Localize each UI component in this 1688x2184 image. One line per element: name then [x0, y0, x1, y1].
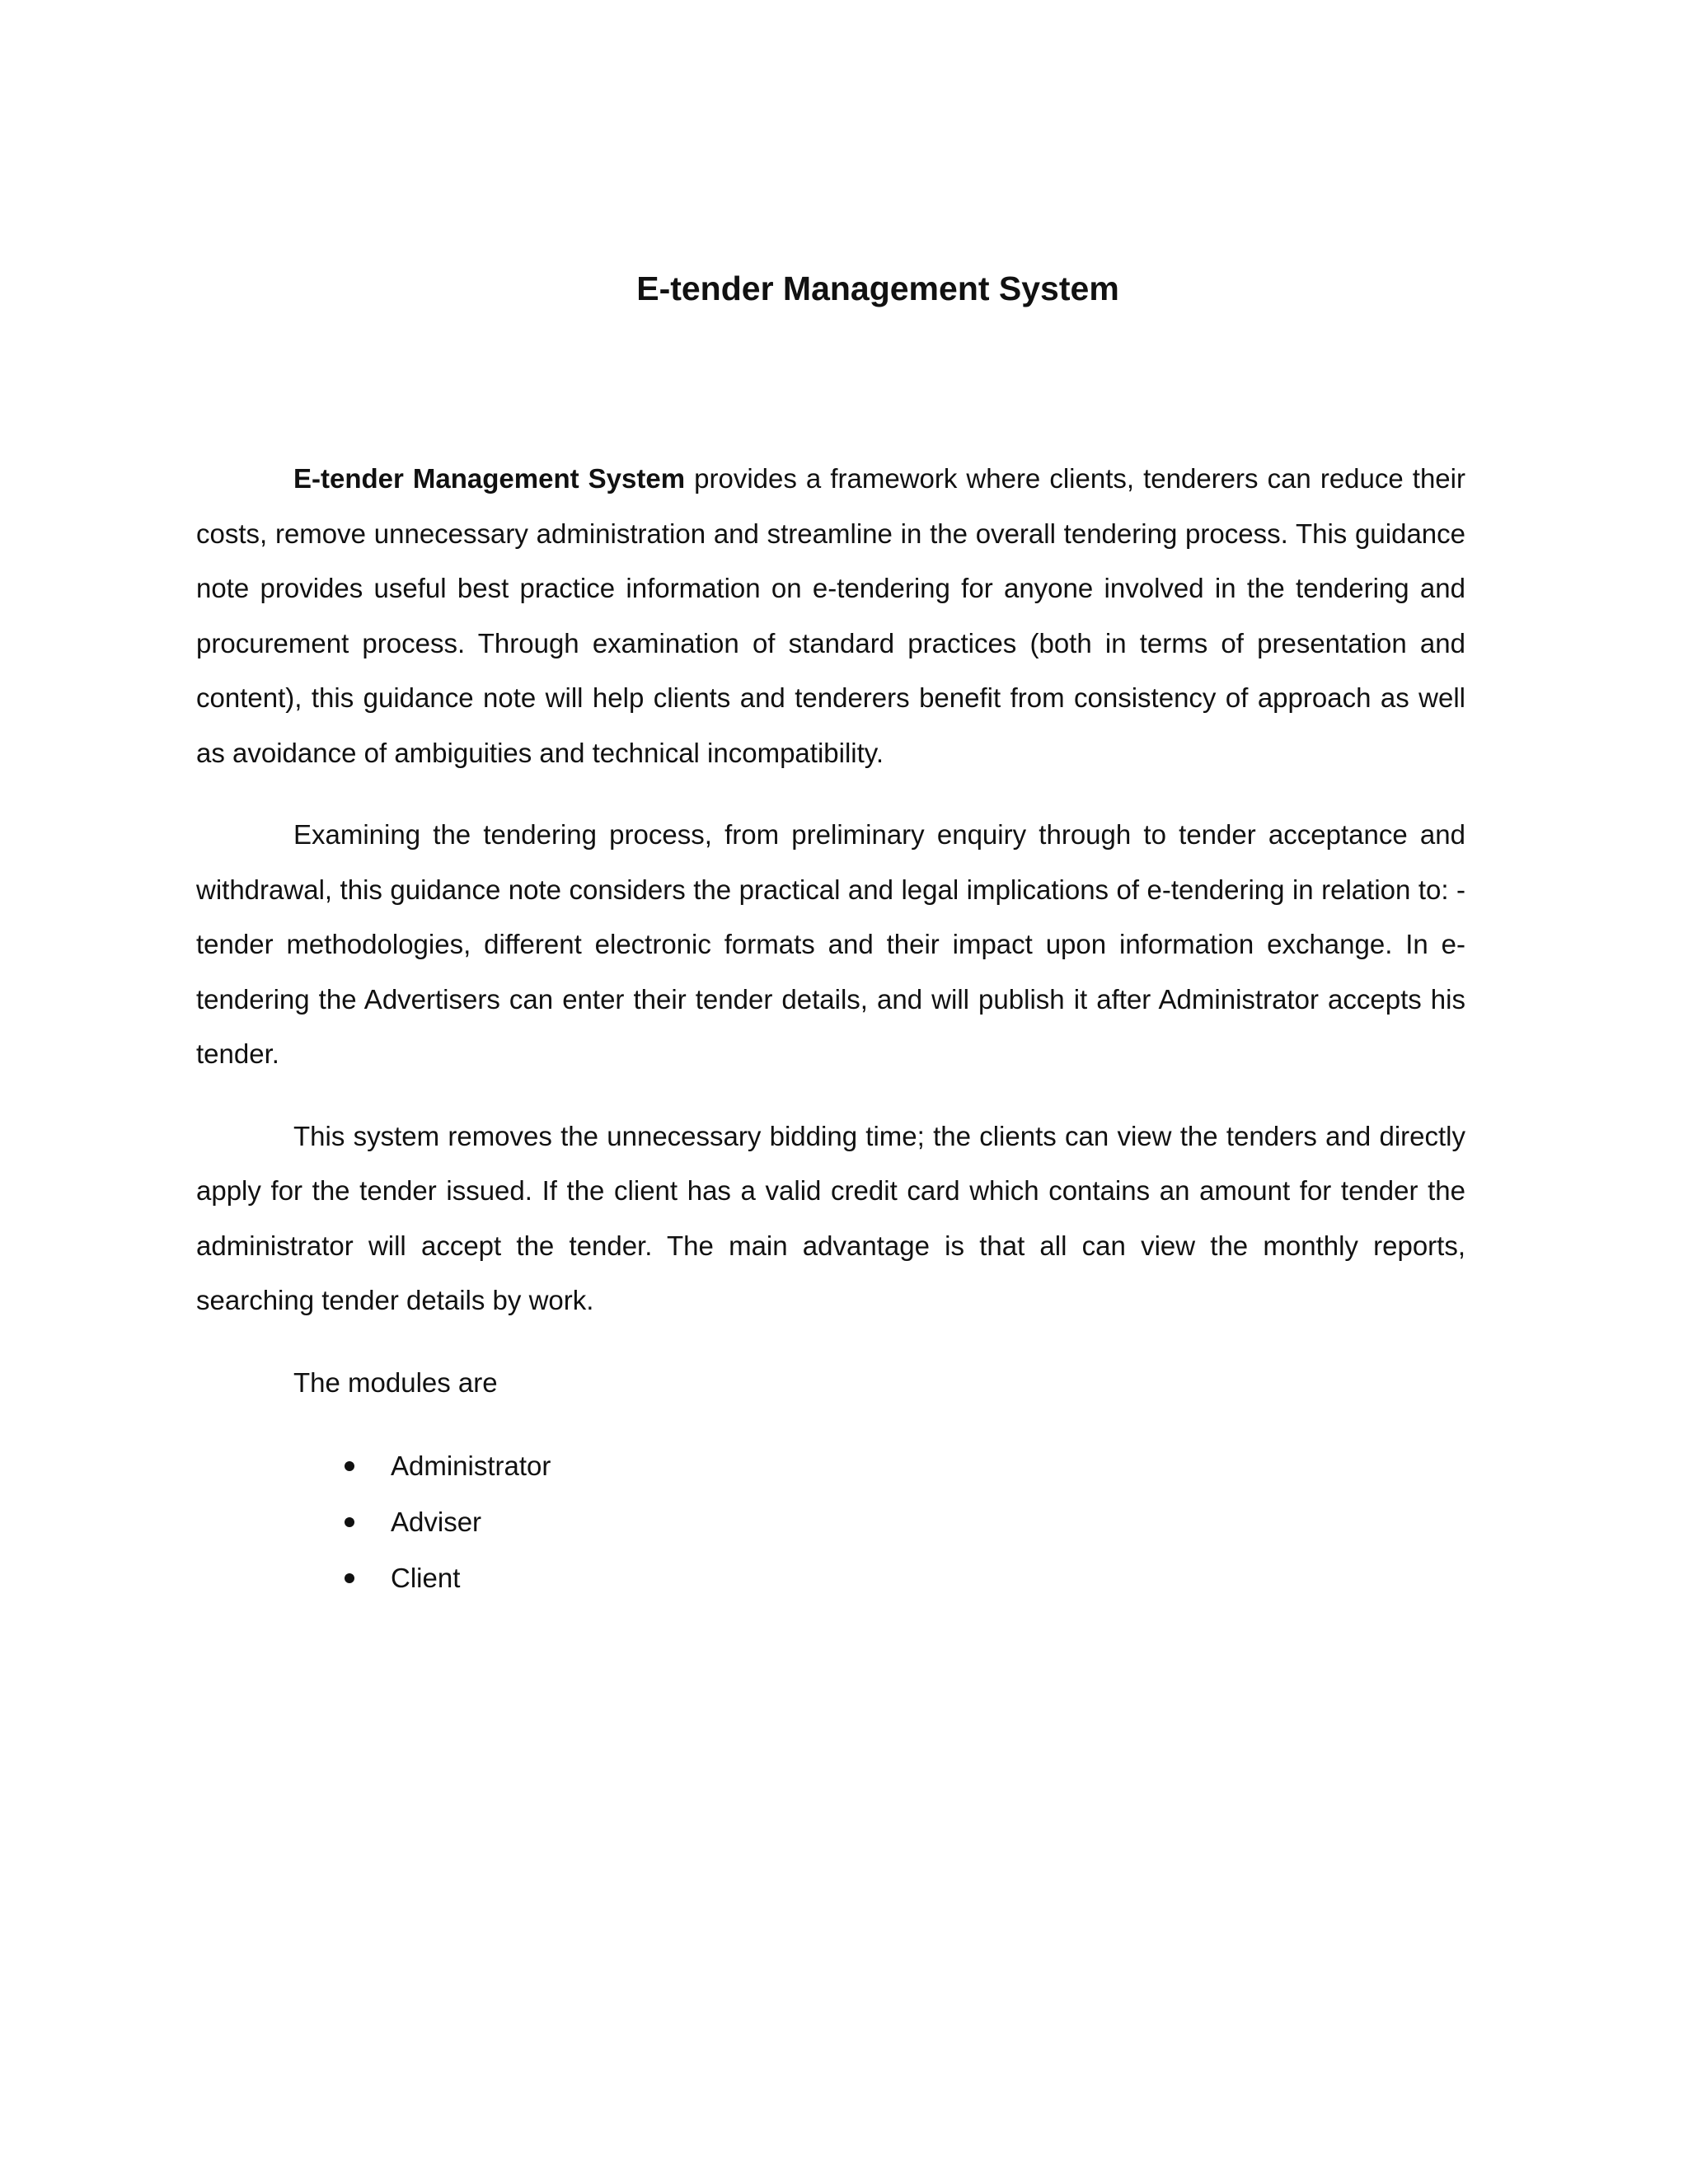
module-item-client: [338, 1550, 551, 1606]
module-item-administrator: [338, 1438, 551, 1494]
document-body: [196, 452, 1465, 1410]
bullet-icon: [345, 1517, 354, 1527]
bullet-icon: [345, 1573, 354, 1583]
paragraph-intro-bold-lead: E-tender Management System: [293, 463, 686, 494]
module-label: Administrator: [391, 1451, 551, 1481]
module-label: Client: [391, 1563, 461, 1593]
modules-intro: The modules are: [293, 1366, 498, 1398]
document-title: E-tender Management System: [636, 269, 1119, 307]
paragraph-system: This system removes the unnecessary bidding time; the clients can view the tenders and directly apply for the tender issued. If the client has a valid credit card which contains an amount for tender the administrator will accept the tender. The main advantage is that all can view the monthly reports, searching tender details by work.: [196, 1120, 1465, 1315]
modules-list: [338, 1438, 551, 1606]
module-label: Adviser: [391, 1507, 482, 1537]
bullet-icon: [345, 1461, 354, 1471]
paragraph-intro-text: provides a framework where clients, tenderers can reduce their costs, remove unnecessary administration and streamline in the overall tendering process. This guidance note provides useful best practice information on e-tendering for anyone involved in the tendering and procurement process. Through examination of standard practices (both in terms of presentation and content), this guidance note will help clients and tenderers benefit from consistency of approach as well as avoidance of ambiguities and technical incompatibility.: [196, 463, 1465, 768]
module-item-adviser: [338, 1494, 551, 1550]
paragraph-process: Examining the tendering process, from preliminary enquiry through to tender acceptance and withdrawal, this guidance note considers the practical and legal implications of e-tendering in relation to: - tender methodologies, different electronic formats and their impact upon information exchange. In e-tendering the Advertisers can enter their tender details, and will publish it after Administrator accepts his tender.: [196, 819, 1465, 1069]
paragraph-intro: [196, 452, 1465, 780]
